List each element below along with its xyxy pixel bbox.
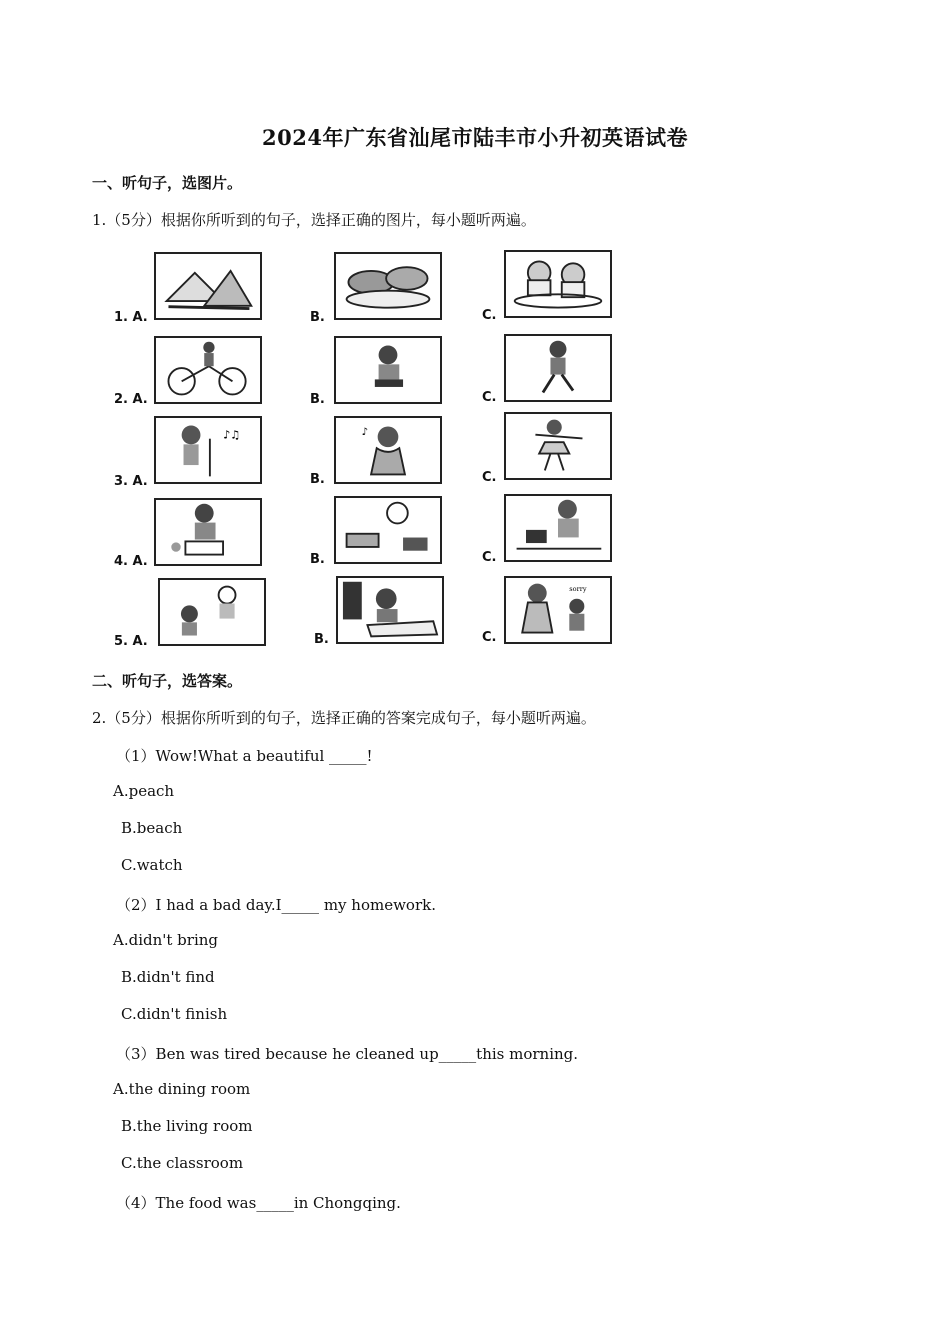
svg-text:♪: ♪	[361, 425, 369, 438]
item3-option-a: A.the dining room	[113, 1080, 251, 1098]
row4-label-b: B.	[310, 552, 325, 567]
row5-label-c: C.	[482, 630, 497, 645]
row4-label-c: C.	[482, 550, 497, 565]
boy-running-icon	[504, 334, 612, 402]
question2-instruction: 2.（5分）根据你所听到的句子，选择正确的答案完成句子，每小题听两遍。	[92, 709, 596, 727]
row3-label-b: B.	[310, 472, 325, 487]
svg-text:sorry: sorry	[569, 585, 587, 594]
row2-label-a: 2. A.	[114, 392, 148, 407]
hamburger-icon	[334, 252, 442, 320]
item4-stem: （4）The food was_____in Chongqing.	[116, 1194, 401, 1212]
page-title: 2024年广东省汕尾市陆丰市小升初英语试卷	[262, 125, 688, 150]
item2-option-b: B.didn't find	[121, 968, 215, 986]
boy-drawing-icon	[336, 576, 444, 644]
row1-label-a: 1. A.	[114, 310, 148, 325]
row5-label-a: 5. A.	[114, 634, 148, 649]
children-playing-icon	[158, 578, 266, 646]
sandwich-icon	[154, 252, 262, 320]
item2-stem: （2）I had a bad day.I_____ my homework.	[116, 896, 436, 914]
item3-option-b: B.the living room	[121, 1117, 253, 1135]
item1-option-c: C.watch	[121, 856, 183, 874]
item2-option-a: A.didn't bring	[113, 931, 219, 949]
girl-dancing-icon	[504, 412, 612, 480]
section1-heading: 一、听句子，选图片。	[92, 174, 243, 192]
section2-heading: 二、听句子，选答案。	[92, 672, 243, 690]
cupcake-icon	[504, 250, 612, 318]
girl-playing-toys-icon	[334, 496, 442, 564]
row3-label-c: C.	[482, 470, 497, 485]
item1-option-a: A.peach	[113, 782, 175, 800]
row5-label-b: B.	[314, 632, 329, 647]
question1-instruction: 1.（5分）根据你所听到的句子，选择正确的图片，每小题听两遍。	[92, 211, 536, 229]
boy-riding-bike-icon	[154, 336, 262, 404]
item3-option-c: C.the classroom	[121, 1154, 244, 1172]
item1-stem: （1）Wow!What a beautiful _____!	[116, 747, 373, 765]
svg-text:♪♫: ♪♫	[223, 428, 241, 442]
mother-and-boy-icon	[504, 576, 612, 644]
row1-label-b: B.	[310, 310, 325, 325]
row2-label-b: B.	[310, 392, 325, 407]
picture-grid	[110, 248, 630, 650]
girl-listening-music-icon	[334, 416, 442, 484]
row4-label-a: 4. A.	[114, 554, 148, 569]
item3-stem: （3）Ben was tired because he cleaned up_____this morning.	[116, 1045, 579, 1063]
girl-cooking-icon	[504, 494, 612, 562]
girl-picnic-icon	[154, 498, 262, 566]
girl-singing-icon	[154, 416, 262, 484]
item1-option-b: B.beach	[121, 819, 183, 837]
row1-label-c: C.	[482, 308, 497, 323]
boy-sitting-icon	[334, 336, 442, 404]
row2-label-c: C.	[482, 390, 497, 405]
row3-label-a: 3. A.	[114, 474, 148, 489]
item2-option-c: C.didn't finish	[121, 1005, 228, 1023]
